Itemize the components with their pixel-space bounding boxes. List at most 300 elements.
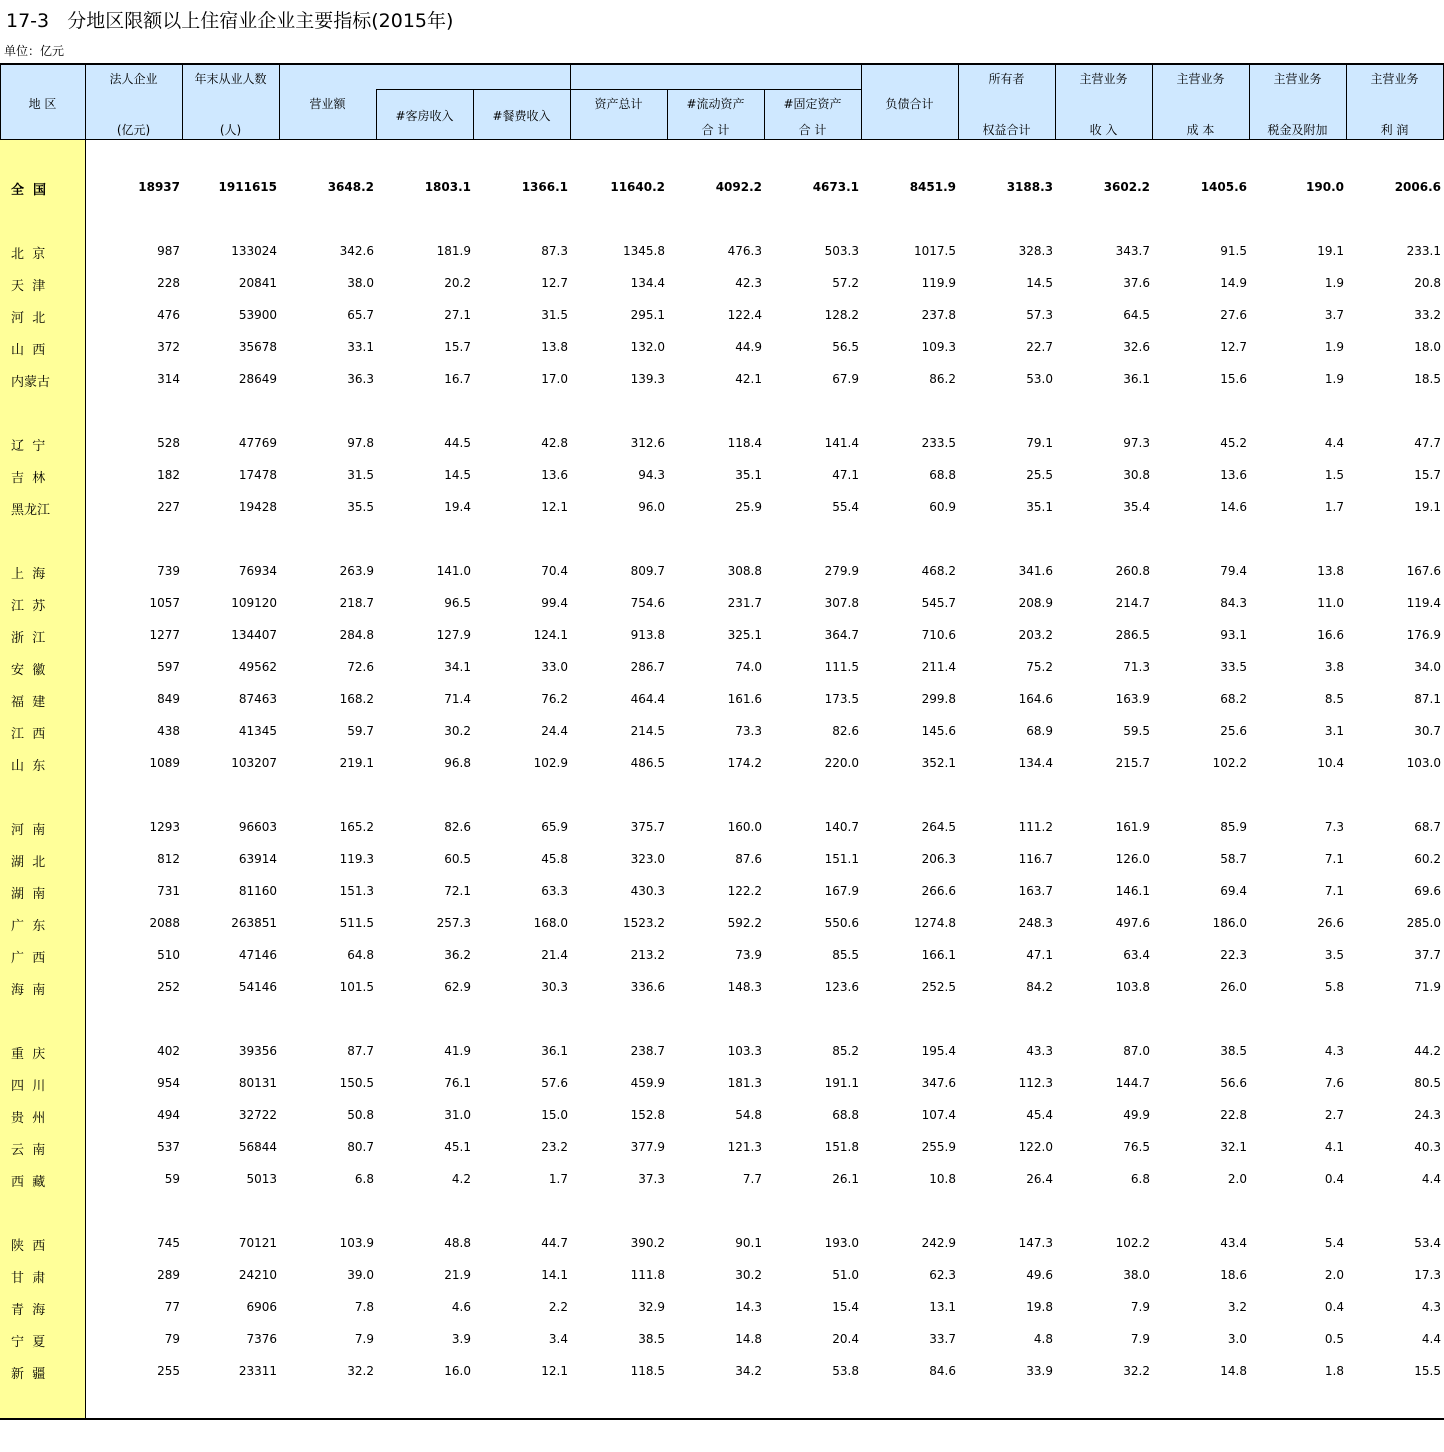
table-cell: 3.7 <box>1324 308 1344 322</box>
table-cell: 91.5 <box>1220 244 1247 258</box>
table-cell: 12.7 <box>541 276 568 290</box>
table-cell: 26.6 <box>1317 916 1344 930</box>
table-cell: 97.8 <box>347 436 374 450</box>
table-cell: 45.1 <box>444 1140 471 1154</box>
region-name: 云 南 <box>11 1143 46 1158</box>
table-cell: 286.7 <box>630 660 665 674</box>
table-cell: 325.1 <box>727 628 762 642</box>
table-cell: 510 <box>157 948 180 962</box>
table-cell: 97.3 <box>1123 436 1150 450</box>
table-cell: 30.8 <box>1123 468 1150 482</box>
table-cell: 19.1 <box>1414 500 1441 514</box>
table-cell: 193.0 <box>824 1236 859 1250</box>
table-cell: 18937 <box>138 180 180 194</box>
table-cell: 71.3 <box>1123 660 1150 674</box>
table-cell: 15.6 <box>1220 372 1247 386</box>
table-cell: 430.3 <box>630 884 665 898</box>
table-cell: 25.5 <box>1026 468 1053 482</box>
table-cell: 252.5 <box>921 980 956 994</box>
header-revenue: 营业额 <box>309 97 346 111</box>
table-cell: 85.2 <box>832 1044 859 1058</box>
table-cell: 71.4 <box>444 692 471 706</box>
region-name: 新 疆 <box>11 1367 46 1382</box>
table-cell: 34.0 <box>1414 660 1441 674</box>
table-cell: 36.2 <box>444 948 471 962</box>
table-cell: 60.2 <box>1414 852 1441 866</box>
table-cell: 165.2 <box>339 820 374 834</box>
table-cell: 146.1 <box>1115 884 1150 898</box>
table-cell: 23.2 <box>541 1140 568 1154</box>
table-cell: 15.4 <box>832 1300 859 1314</box>
table-cell: 50.8 <box>347 1108 374 1122</box>
table-cell: 375.7 <box>630 820 665 834</box>
header-catering: #餐费收入 <box>492 109 551 123</box>
table-cell: 127.9 <box>436 628 471 642</box>
table-cell: 67.9 <box>832 372 859 386</box>
table-cell: 21.9 <box>444 1268 471 1282</box>
table-cell: 80.7 <box>347 1140 374 1154</box>
header-equity-bottom: 权益合计 <box>982 123 1031 137</box>
table-cell: 85.9 <box>1220 820 1247 834</box>
table-cell: 103.3 <box>727 1044 762 1058</box>
table-cell: 2.0 <box>1227 1172 1247 1186</box>
table-cell: 140.7 <box>824 820 859 834</box>
table-cell: 3.5 <box>1324 948 1344 962</box>
table-cell: 20.8 <box>1414 276 1441 290</box>
table-cell: 39.0 <box>347 1268 374 1282</box>
table-cell: 43.4 <box>1220 1236 1247 1250</box>
table-cell: 33.2 <box>1414 308 1441 322</box>
header-employees-bottom: (人) <box>219 123 242 137</box>
table-cell: 30.2 <box>444 724 471 738</box>
table-cell: 102.2 <box>1115 1236 1150 1250</box>
table-cell: 190.0 <box>1306 180 1344 194</box>
table-cell: 1277 <box>149 628 180 642</box>
table-cell: 323.0 <box>630 852 665 866</box>
table-cell: 58.7 <box>1220 852 1247 866</box>
table-cell: 26.4 <box>1026 1172 1053 1186</box>
table-cell: 255 <box>157 1364 180 1378</box>
table-cell: 4.1 <box>1324 1140 1344 1154</box>
table-cell: 111.2 <box>1018 820 1053 834</box>
table-cell: 476.3 <box>727 244 762 258</box>
table-cell: 32.2 <box>1123 1364 1150 1378</box>
region-column-background <box>0 139 85 1419</box>
table-cell: 80131 <box>238 1076 277 1090</box>
table-cell: 13.8 <box>541 340 568 354</box>
table-cell: 54146 <box>238 980 277 994</box>
table-cell: 308.8 <box>727 564 762 578</box>
table-bottom-rule <box>0 1418 1444 1420</box>
table-cell: 438 <box>157 724 180 738</box>
table-cell: 70.4 <box>541 564 568 578</box>
table-cell: 10.4 <box>1317 756 1344 770</box>
table-cell: 62.3 <box>929 1268 956 1282</box>
table-cell: 87463 <box>238 692 277 706</box>
table-cell: 214.7 <box>1115 596 1150 610</box>
table-cell: 168.0 <box>533 916 568 930</box>
region-name: 辽 宁 <box>11 439 46 454</box>
table-cell: 352.1 <box>921 756 956 770</box>
table-cell: 40.3 <box>1414 1140 1441 1154</box>
table-cell: 37.6 <box>1123 276 1150 290</box>
table-cell: 35.4 <box>1123 500 1150 514</box>
table-cell: 27.1 <box>444 308 471 322</box>
region-name: 重 庆 <box>11 1047 46 1062</box>
table-cell: 32.1 <box>1220 1140 1247 1154</box>
table-cell: 5.8 <box>1324 980 1344 994</box>
table-cell: 79 <box>164 1332 180 1346</box>
table-cell: 3.1 <box>1324 724 1344 738</box>
table-cell: 1366.1 <box>521 180 568 194</box>
region-name: 江 苏 <box>11 599 46 614</box>
table-cell: 34.2 <box>735 1364 762 1378</box>
table-cell: 1.5 <box>1324 468 1344 482</box>
table-cell: 3.2 <box>1227 1300 1247 1314</box>
region-name: 四 川 <box>11 1079 46 1094</box>
table-cell: 111.8 <box>630 1268 665 1282</box>
table-cell: 2.0 <box>1324 1268 1344 1282</box>
table-cell: 76.2 <box>541 692 568 706</box>
table-cell: 550.6 <box>824 916 859 930</box>
table-cell: 710.6 <box>921 628 956 642</box>
table-cell: 1911615 <box>218 180 277 194</box>
header-employees-top: 年末从业人数 <box>194 72 267 86</box>
table-cell: 63.3 <box>541 884 568 898</box>
table-cell: 7.9 <box>1130 1332 1150 1346</box>
table-cell: 14.6 <box>1220 500 1247 514</box>
table-cell: 45.4 <box>1026 1108 1053 1122</box>
table-cell: 55.4 <box>832 500 859 514</box>
region-name: 全 国 <box>11 183 47 198</box>
table-cell: 42.8 <box>541 436 568 450</box>
table-cell: 284.8 <box>339 628 374 642</box>
table-cell: 64.8 <box>347 948 374 962</box>
table-cell: 328.3 <box>1018 244 1053 258</box>
table-cell: 390.2 <box>630 1236 665 1250</box>
header-main-profit-top: 主营业务 <box>1370 72 1419 86</box>
header-bottom-rule <box>0 139 1444 140</box>
table-cell: 42.3 <box>735 276 762 290</box>
table-cell: 14.3 <box>735 1300 762 1314</box>
table-cell: 59 <box>164 1172 180 1186</box>
header-current-top: #流动资产 <box>686 97 745 111</box>
table-cell: 134407 <box>231 628 277 642</box>
table-cell: 63914 <box>238 852 277 866</box>
table-cell: 76934 <box>238 564 277 578</box>
table-cell: 37.3 <box>638 1172 665 1186</box>
table-cell: 166.1 <box>921 948 956 962</box>
region-name: 黑龙江 <box>11 503 51 518</box>
table-cell: 18.0 <box>1414 340 1441 354</box>
table-cell: 745 <box>157 1236 180 1250</box>
table-cell: 31.5 <box>347 468 374 482</box>
table-cell: 181.9 <box>436 244 471 258</box>
table-cell: 33.1 <box>347 340 374 354</box>
table-cell: 33.0 <box>541 660 568 674</box>
table-cell: 15.7 <box>1414 468 1441 482</box>
table-cell: 8451.9 <box>909 180 956 194</box>
table-cell: 24.3 <box>1414 1108 1441 1122</box>
table-cell: 211.4 <box>921 660 956 674</box>
table-cell: 597 <box>157 660 180 674</box>
table-cell: 128.2 <box>824 308 859 322</box>
table-cell: 122.2 <box>727 884 762 898</box>
region-name: 甘 肃 <box>11 1271 46 1286</box>
table-cell: 134.4 <box>1018 756 1053 770</box>
region-name: 贵 州 <box>11 1111 46 1126</box>
table-cell: 38.5 <box>1220 1044 1247 1058</box>
region-name: 山 东 <box>11 759 46 774</box>
table-cell: 21.4 <box>541 948 568 962</box>
table-cell: 49562 <box>238 660 277 674</box>
table-cell: 151.3 <box>339 884 374 898</box>
table-cell: 44.2 <box>1414 1044 1441 1058</box>
table-cell: 22.3 <box>1220 948 1247 962</box>
table-cell: 148.3 <box>727 980 762 994</box>
table-cell: 33.5 <box>1220 660 1247 674</box>
table-cell: 7.8 <box>354 1300 374 1314</box>
table-cell: 4.6 <box>451 1300 471 1314</box>
table-cell: 1.9 <box>1324 372 1344 386</box>
header-main-tax-top: 主营业务 <box>1273 72 1322 86</box>
table-cell: 5.4 <box>1324 1236 1344 1250</box>
table-cell: 14.8 <box>1220 1364 1247 1378</box>
table-cell: 51.0 <box>832 1268 859 1282</box>
table-cell: 33.7 <box>929 1332 956 1346</box>
table-cell: 87.6 <box>735 852 762 866</box>
table-cell: 227 <box>157 500 180 514</box>
table-cell: 84.2 <box>1026 980 1053 994</box>
table-cell: 248.3 <box>1018 916 1053 930</box>
table-cell: 74.0 <box>735 660 762 674</box>
table-cell: 528 <box>157 436 180 450</box>
table-cell: 109120 <box>231 596 277 610</box>
table-cell: 36.1 <box>1123 372 1150 386</box>
region-name: 安 徽 <box>11 663 46 678</box>
table-cell: 47.1 <box>832 468 859 482</box>
table-cell: 1057 <box>149 596 180 610</box>
table-cell: 112.3 <box>1018 1076 1053 1090</box>
table-cell: 18.6 <box>1220 1268 1247 1282</box>
region-name: 天 津 <box>11 279 46 294</box>
table-cell: 163.7 <box>1018 884 1053 898</box>
table-cell: 1803.1 <box>424 180 471 194</box>
table-cell: 151.8 <box>824 1140 859 1154</box>
header-top-rule <box>0 63 1444 65</box>
table-cell: 152.8 <box>630 1108 665 1122</box>
table-cell: 1345.8 <box>623 244 665 258</box>
table-cell: 494 <box>157 1108 180 1122</box>
table-cell: 44.5 <box>444 436 471 450</box>
table-cell: 233.5 <box>921 436 956 450</box>
table-cell: 295.1 <box>630 308 665 322</box>
table-cell: 264.5 <box>921 820 956 834</box>
table-cell: 14.9 <box>1220 276 1247 290</box>
table-cell: 121.3 <box>727 1140 762 1154</box>
table-cell: 13.8 <box>1317 564 1344 578</box>
region-name: 北 京 <box>11 247 46 262</box>
table-cell: 7.9 <box>354 1332 374 1346</box>
table-cell: 22.7 <box>1026 340 1053 354</box>
table-cell: 119.9 <box>921 276 956 290</box>
table-cell: 145.6 <box>921 724 956 738</box>
table-cell: 73.3 <box>735 724 762 738</box>
table-cell: 285.0 <box>1406 916 1441 930</box>
table-cell: 1017.5 <box>914 244 956 258</box>
table-cell: 8.5 <box>1324 692 1344 706</box>
table-cell: 16.6 <box>1317 628 1344 642</box>
table-cell: 62.9 <box>444 980 471 994</box>
region-name: 湖 北 <box>11 855 46 870</box>
table-cell: 33.9 <box>1026 1364 1053 1378</box>
table-cell: 372 <box>157 340 180 354</box>
table-cell: 3648.2 <box>327 180 374 194</box>
table-cell: 2006.6 <box>1394 180 1441 194</box>
table-cell: 1.9 <box>1324 340 1344 354</box>
table-cell: 263.9 <box>339 564 374 578</box>
header-main-cost-bottom: 成 本 <box>1186 123 1215 137</box>
table-cell: 14.1 <box>541 1268 568 1282</box>
region-name: 西 藏 <box>11 1175 46 1190</box>
region-name: 陕 西 <box>11 1239 46 1254</box>
table-cell: 119.4 <box>1406 596 1441 610</box>
table-cell: 47.7 <box>1414 436 1441 450</box>
table-cell: 168.2 <box>339 692 374 706</box>
table-cell: 341.6 <box>1018 564 1053 578</box>
table-cell: 4673.1 <box>812 180 859 194</box>
table-cell: 60.5 <box>444 852 471 866</box>
table-cell: 150.5 <box>339 1076 374 1090</box>
table-cell: 151.1 <box>824 852 859 866</box>
table-cell: 503.3 <box>824 244 859 258</box>
table-cell: 31.0 <box>444 1108 471 1122</box>
table-cell: 45.2 <box>1220 436 1247 450</box>
table-cell: 44.7 <box>541 1236 568 1250</box>
table-cell: 343.7 <box>1115 244 1150 258</box>
table-cell: 849 <box>157 692 180 706</box>
table-cell: 87.3 <box>541 244 568 258</box>
table-cell: 37.7 <box>1414 948 1441 962</box>
table-cell: 14.5 <box>444 468 471 482</box>
table-cell: 233.1 <box>1406 244 1441 258</box>
table-cell: 47.1 <box>1026 948 1053 962</box>
table-cell: 36.1 <box>541 1044 568 1058</box>
table-cell: 0.4 <box>1324 1300 1344 1314</box>
table-cell: 93.1 <box>1220 628 1247 642</box>
region-name: 河 南 <box>11 823 46 838</box>
table-cell: 364.7 <box>824 628 859 642</box>
table-cell: 30.7 <box>1414 724 1441 738</box>
table-cell: 163.9 <box>1115 692 1150 706</box>
table-cell: 123.6 <box>824 980 859 994</box>
table-cell: 263851 <box>231 916 277 930</box>
table-cell: 1089 <box>149 756 180 770</box>
table-cell: 20841 <box>238 276 277 290</box>
table-cell: 53.4 <box>1414 1236 1441 1250</box>
table-cell: 4.3 <box>1324 1044 1344 1058</box>
table-cell: 208.9 <box>1018 596 1053 610</box>
table-cell: 537 <box>157 1140 180 1154</box>
table-cell: 103.9 <box>339 1236 374 1250</box>
table-cell: 47769 <box>238 436 277 450</box>
table-cell: 5013 <box>246 1172 277 1186</box>
table-cell: 4.3 <box>1421 1300 1441 1314</box>
table-cell: 65.9 <box>541 820 568 834</box>
table-cell: 87.1 <box>1414 692 1441 706</box>
table-cell: 147.3 <box>1018 1236 1053 1250</box>
table-cell: 255.9 <box>921 1140 956 1154</box>
table-cell: 96.0 <box>638 500 665 514</box>
table-cell: 132.0 <box>630 340 665 354</box>
table-cell: 111.5 <box>824 660 859 674</box>
table-cell: 101.5 <box>339 980 374 994</box>
table-cell: 307.8 <box>824 596 859 610</box>
table-cell: 266.6 <box>921 884 956 898</box>
table-cell: 19428 <box>238 500 277 514</box>
table-cell: 54.8 <box>735 1108 762 1122</box>
table-cell: 7.1 <box>1324 852 1344 866</box>
table-cell: 218.7 <box>339 596 374 610</box>
table-cell: 124.1 <box>533 628 568 642</box>
table-cell: 14.5 <box>1026 276 1053 290</box>
table-cell: 70121 <box>238 1236 277 1250</box>
table-cell: 4.4 <box>1421 1172 1441 1186</box>
table-cell: 79.4 <box>1220 564 1247 578</box>
table-cell: 4.8 <box>1033 1332 1053 1346</box>
region-name: 河 北 <box>11 311 46 326</box>
table-cell: 176.9 <box>1406 628 1441 642</box>
table-cell: 6.8 <box>354 1172 374 1186</box>
region-name: 广 东 <box>11 919 46 934</box>
region-name: 广 西 <box>11 951 46 966</box>
table-cell: 987 <box>157 244 180 258</box>
table-cell: 10.8 <box>929 1172 956 1186</box>
table-cell: 2.2 <box>548 1300 568 1314</box>
table-cell: 41.9 <box>444 1044 471 1058</box>
table-cell: 402 <box>157 1044 180 1058</box>
header-group-rule <box>376 89 861 90</box>
region-name: 湖 南 <box>11 887 46 902</box>
table-cell: 53.0 <box>1026 372 1053 386</box>
table-cell: 122.4 <box>727 308 762 322</box>
table-cell: 231.7 <box>727 596 762 610</box>
table-cell: 312.6 <box>630 436 665 450</box>
table-cell: 43.3 <box>1026 1044 1053 1058</box>
table-cell: 161.6 <box>727 692 762 706</box>
header-main-income-bottom: 收 入 <box>1089 123 1118 137</box>
table-cell: 72.1 <box>444 884 471 898</box>
table-cell: 173.5 <box>824 692 859 706</box>
table-cell: 102.2 <box>1212 756 1247 770</box>
table-cell: 237.8 <box>921 308 956 322</box>
table-cell: 459.9 <box>630 1076 665 1090</box>
table-cell: 203.2 <box>1018 628 1053 642</box>
table-cell: 299.8 <box>921 692 956 706</box>
table-cell: 109.3 <box>921 340 956 354</box>
table-cell: 252 <box>157 980 180 994</box>
table-cell: 94.3 <box>638 468 665 482</box>
table-cell: 75.2 <box>1026 660 1053 674</box>
table-cell: 19.1 <box>1317 244 1344 258</box>
table-cell: 38.5 <box>638 1332 665 1346</box>
table-cell: 1.7 <box>1324 500 1344 514</box>
table-cell: 181.3 <box>727 1076 762 1090</box>
table-cell: 739 <box>157 564 180 578</box>
table-cell: 2088 <box>149 916 180 930</box>
table-cell: 486.5 <box>630 756 665 770</box>
table-cell: 63.4 <box>1123 948 1150 962</box>
